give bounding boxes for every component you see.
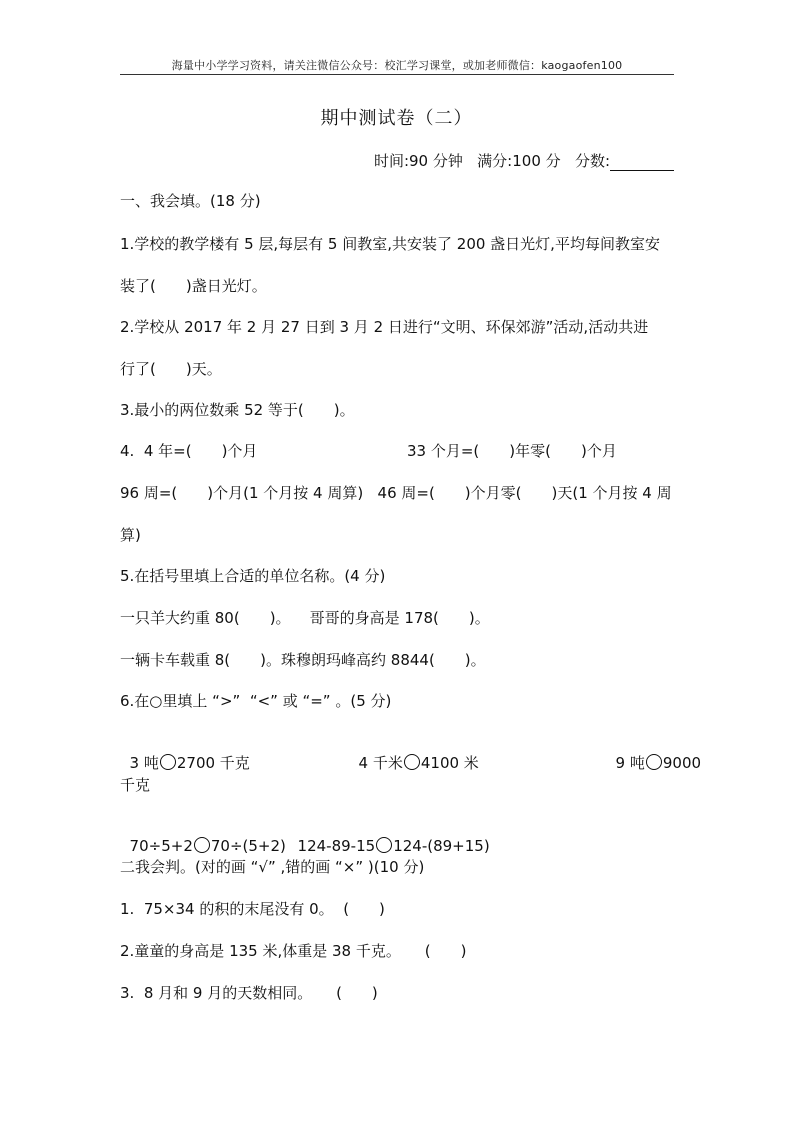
exam-meta xyxy=(374,150,674,171)
q4-b: 33 个月=( )年零( )个月 xyxy=(407,442,617,460)
q4-c: 96 周=( )个月(1 个月按 4 周算) 46 周=( )个月零( )天(1 个月按 4 周 xyxy=(120,484,672,502)
section1-heading: 一、我会填。(18 分) xyxy=(120,192,261,210)
q5-heading: 5.在括号里填上合适的单位名称。(4 分) xyxy=(120,567,386,585)
compare-circle[interactable] xyxy=(404,754,420,770)
page-title: 期中测试卷（二） xyxy=(320,108,473,129)
q6-heading: 6.在○里填上 “>” “<” 或 “=” 。(5 分) xyxy=(120,692,392,710)
time-label: 时间:90 分钟 xyxy=(373,152,463,170)
q6-b-right: 4100 米 xyxy=(420,754,479,772)
q6-item-b xyxy=(349,733,479,773)
q6-item-d xyxy=(120,816,286,856)
compare-circle[interactable] xyxy=(646,754,662,770)
judge-q1: 1. 75×34 的积的末尾没有 0。 ( ) xyxy=(120,900,385,918)
q5-a: 一只羊大约重 80( )。 哥哥的身高是 178( )。 xyxy=(120,609,490,627)
judge-q2: 2.童童的身高是 135 米,体重是 38 千克。 ( ) xyxy=(120,942,467,960)
q1-line1: 1.学校的教学楼有 5 层,每层有 5 间教室,共安装了 200 盏日光灯,平均每间教室安 xyxy=(120,235,660,253)
q6-b-left: 4 千米 xyxy=(358,754,403,772)
section2-heading: 二我会判。(对的画 “√” ,错的画 “×” )(10 分) xyxy=(120,858,425,876)
judge-q3: 3. 8 月和 9 月的天数相同。 ( ) xyxy=(120,984,378,1002)
q6-item-e xyxy=(288,816,490,856)
full-score-label: 满分:100 分 xyxy=(477,152,561,170)
score-blank[interactable] xyxy=(610,154,674,171)
q6-c-left: 9 吨 xyxy=(615,754,645,772)
page-header: 海量中小学学习资料，请关注微信公众号：校汇学习课堂，或加老师微信：kaogaofen100 xyxy=(171,59,623,72)
q6-c-continued: 千克 xyxy=(120,776,151,794)
q6-e-left: 124-89-15 xyxy=(297,837,376,855)
q1-line2: 装了( )盏日光灯。 xyxy=(120,277,267,295)
header-divider xyxy=(120,74,674,75)
compare-circle[interactable] xyxy=(160,754,176,770)
q3: 3.最小的两位数乘 52 等于( )。 xyxy=(120,401,355,419)
q6-a-left: 3 吨 xyxy=(129,754,159,772)
compare-circle[interactable] xyxy=(194,837,210,853)
q6-c-right: 9000 xyxy=(662,754,702,772)
q6-item-c xyxy=(606,733,701,773)
q6-e-right: 124-(89+15) xyxy=(393,837,490,855)
q4-d: 算) xyxy=(120,526,141,544)
q4-a: 4. 4 年=( )个月 xyxy=(120,442,258,460)
score-label: 分数: xyxy=(574,152,610,170)
compare-circle[interactable] xyxy=(376,837,392,853)
q6-d-left: 70÷5+2 xyxy=(129,837,193,855)
q5-b: 一辆卡车载重 8( )。珠穆朗玛峰高约 8844( )。 xyxy=(120,651,486,669)
q2-line1: 2.学校从 2017 年 2 月 27 日到 3 月 2 日进行“文明、环保郊游”活动,活动共进 xyxy=(120,318,649,336)
q6-a-right: 2700 千克 xyxy=(176,754,250,772)
q2-line2: 行了( )天。 xyxy=(120,360,222,378)
q6-item-a xyxy=(120,733,250,773)
q6-d-right: 70÷(5+2) xyxy=(210,837,286,855)
